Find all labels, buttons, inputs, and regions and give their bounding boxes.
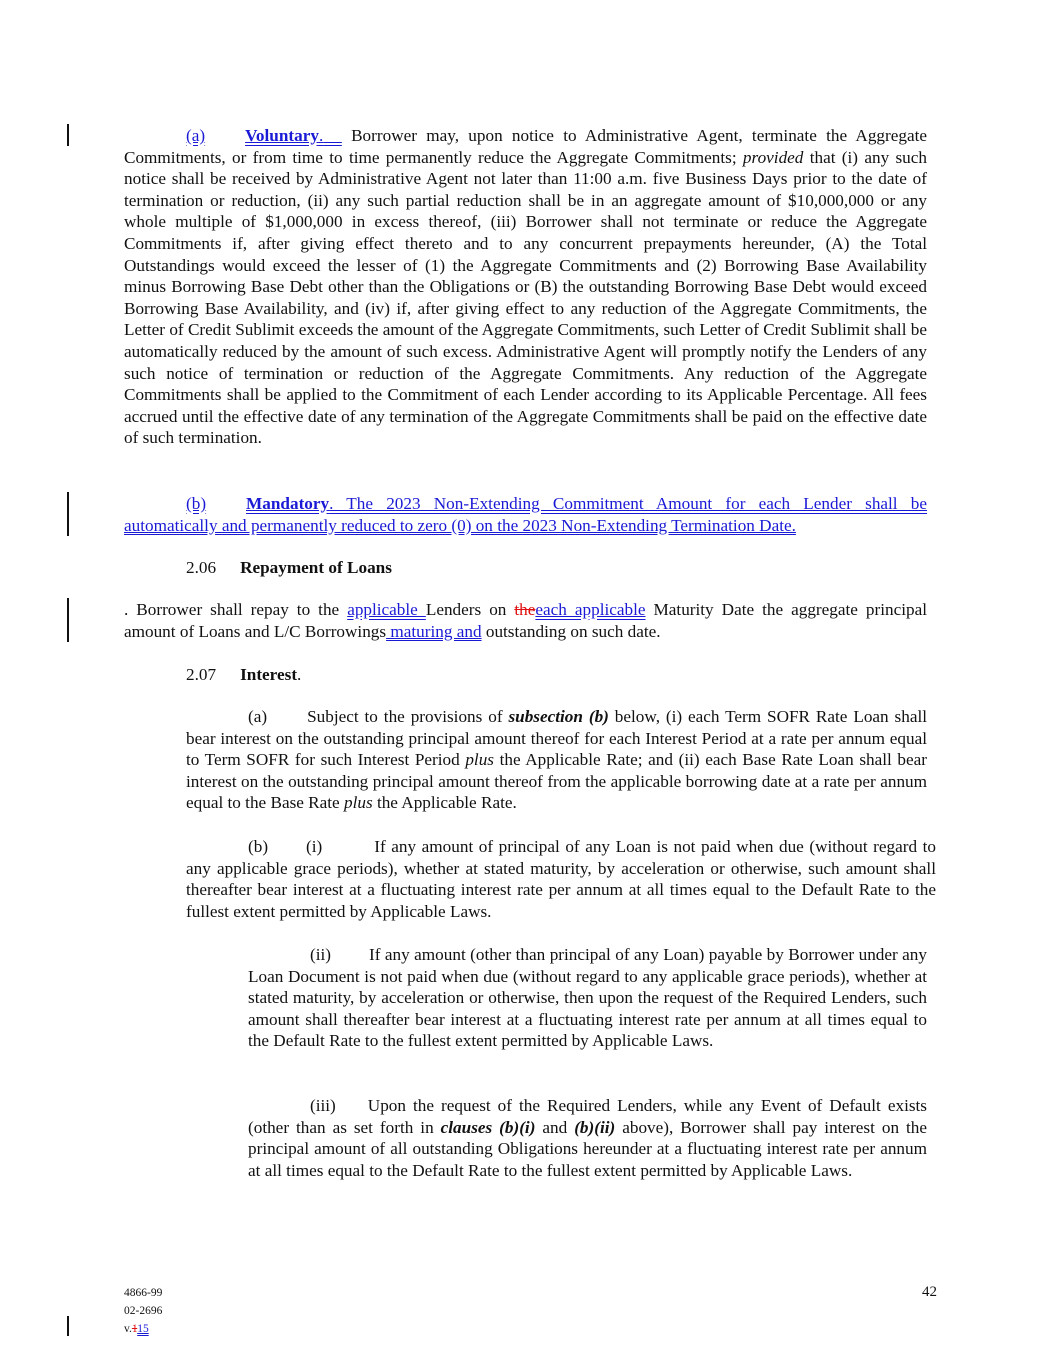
deletion: 1 xyxy=(131,1323,138,1335)
cross-reference: (b)(ii) xyxy=(574,1117,616,1137)
subsection-title: Voluntary xyxy=(245,126,319,145)
section-2-06-body: . Borrower shall repay to the applicable Lenders on theeach applicable Maturity Date the aggregate principal amount of Loans and L/C Borrowings maturing and outstanding on such date. xyxy=(124,600,927,641)
section-2-07-b-i: (b) (i) If any amount of principal of any Loan is not paid when due (without regard to any applicable grace periods), whether at stated maturity, by acceleration or otherwise, such amount shall thereafter bear interest at a fluctuating interest rate per annum at all times equal to the Default Rate to the fullest extent permitted by Applicable Laws. xyxy=(186,837,936,921)
clause-label: (iii) xyxy=(310,1096,336,1115)
cross-reference: subsection (b) xyxy=(508,707,609,726)
cross-reference: clauses (b)(i) xyxy=(440,1117,536,1137)
clause-label: (ii) xyxy=(310,945,331,964)
section-heading-2-07: 2.07 Interest. xyxy=(186,665,302,684)
section-2-07-b-iii: (iii) Upon the request of the Required Lenders, while any Event of Default exists (other than as set forth in clauses (b)(i) and (b)(ii) above), Borrower shall pay interest on the principal amount of all outstanding Obligations hereunder at a fluctuating interest rate per annum at all times equal to the Default Rate to the fullest extent permitted by Applicable Laws. xyxy=(248,1096,927,1180)
document-id-footer xyxy=(124,1284,162,1338)
section-number: 2.07 xyxy=(186,665,217,684)
clause-label: (i) xyxy=(306,837,323,856)
section-2-07-b-ii: (ii) If any amount (other than principal of any Loan) payable by Borrower under any Loan Document is not paid when due (without regard to any applicable grace periods), whether at stated maturity, by acceleration or otherwise, then upon the request of the Required Lenders, such amount shall thereafter bear interest at a fluctuating interest rate per annum at all times equal to the Default Rate to the fullest extent permitted by Applicable Laws. xyxy=(248,945,927,1051)
insertion: 15 xyxy=(137,1323,149,1335)
subsection-label: (a) xyxy=(186,126,206,145)
subsection-label: (b) xyxy=(186,494,207,513)
section-2-05-b: (b) Mandatory. The 2023 Non-Extending Commitment Amount for each Lender shall be automatically and permanently reduced to zero (0) on the 2023 Non-Extending Termination Date. xyxy=(124,494,927,535)
section-number: 2.06 xyxy=(186,558,217,577)
change-bar xyxy=(67,1316,69,1336)
section-title: Repayment of Loans xyxy=(240,558,392,577)
doc-id-line-1: 4866-99 xyxy=(124,1287,163,1299)
section-title: Interest xyxy=(240,665,298,684)
section-2-05-a: (a) Voluntary. Borrower may, upon notice to Administrative Agent, terminate the Aggregate Commitments, or from time to time permanently reduce the Aggregate Commitments; provided that (i) any such notice shall be received by Administrative Agent not later than 11:00 a.m. five Business Days prior to the date of termination or reduction, (ii) any such partial reduction shall be in an aggregate amount of $10,000,000 or any whole multiple of $1,000,000 in excess thereof, (iii) Borrower shall not terminate or reduce the Aggregate Commitments if, after giving effect thereto and to any concurrent prepayments hereunder, (A) the Total Outstandings would exceed the lesser of (1) the Aggregate Commitments and (2) Borrowing Base Availability minus Borrowing Base Debt other than the Obligations or (B) the outstanding Borrowing Base Debt would exceed Borrowing Base Availability, and (iv) if, after giving effect to any reduction of the Aggregate Commitments, the Letter of Credit Sublimit exceeds the amount of the Aggregate Commitments, such Letter of Credit Sublimit shall be automatically reduced by the amount of such excess. Administrative Agent will promptly notify the Lenders of any such notice of termination or reduction of the Aggregate Commitments. Any reduction of the Aggregate Commitments shall be applied to the Commitment of each Lender according to its Applicable Percentage. All fees accrued until the effective date of any termination of the Aggregate Commitments shall be paid on the effective date of such termination. xyxy=(124,126,927,448)
doc-id-line-2: 02-2696 xyxy=(124,1305,163,1317)
change-bar xyxy=(67,598,69,642)
subsection-title: Mandatory xyxy=(246,494,330,513)
doc-version: v.115 xyxy=(124,1323,149,1335)
page-number: 42 xyxy=(922,1284,937,1300)
section-heading-2-06 xyxy=(186,557,392,579)
subsection-label: (a) xyxy=(248,707,268,726)
insertion: maturing and xyxy=(386,621,482,641)
insertion: applicable xyxy=(347,600,426,619)
change-bar xyxy=(67,492,69,536)
section-2-07-a: (a) Subject to the provisions of subsection (b) below, (i) each Term SOFR Rate Loan shall bear interest on the outstanding principal amount thereof for each Interest Period at a rate per annum equal to Term SOFR for such Interest Period plus the Applicable Rate; and (ii) each Base Rate Loan shall bear interest on the outstanding principal amount thereof from the applicable borrowing date at a rate per annum equal to the Base Rate plus the Applicable Rate. xyxy=(186,707,928,813)
change-bar xyxy=(67,124,69,146)
subsection-label: (b) xyxy=(248,837,269,856)
insertion: each applicable xyxy=(535,600,646,619)
deletion: the xyxy=(514,600,536,619)
